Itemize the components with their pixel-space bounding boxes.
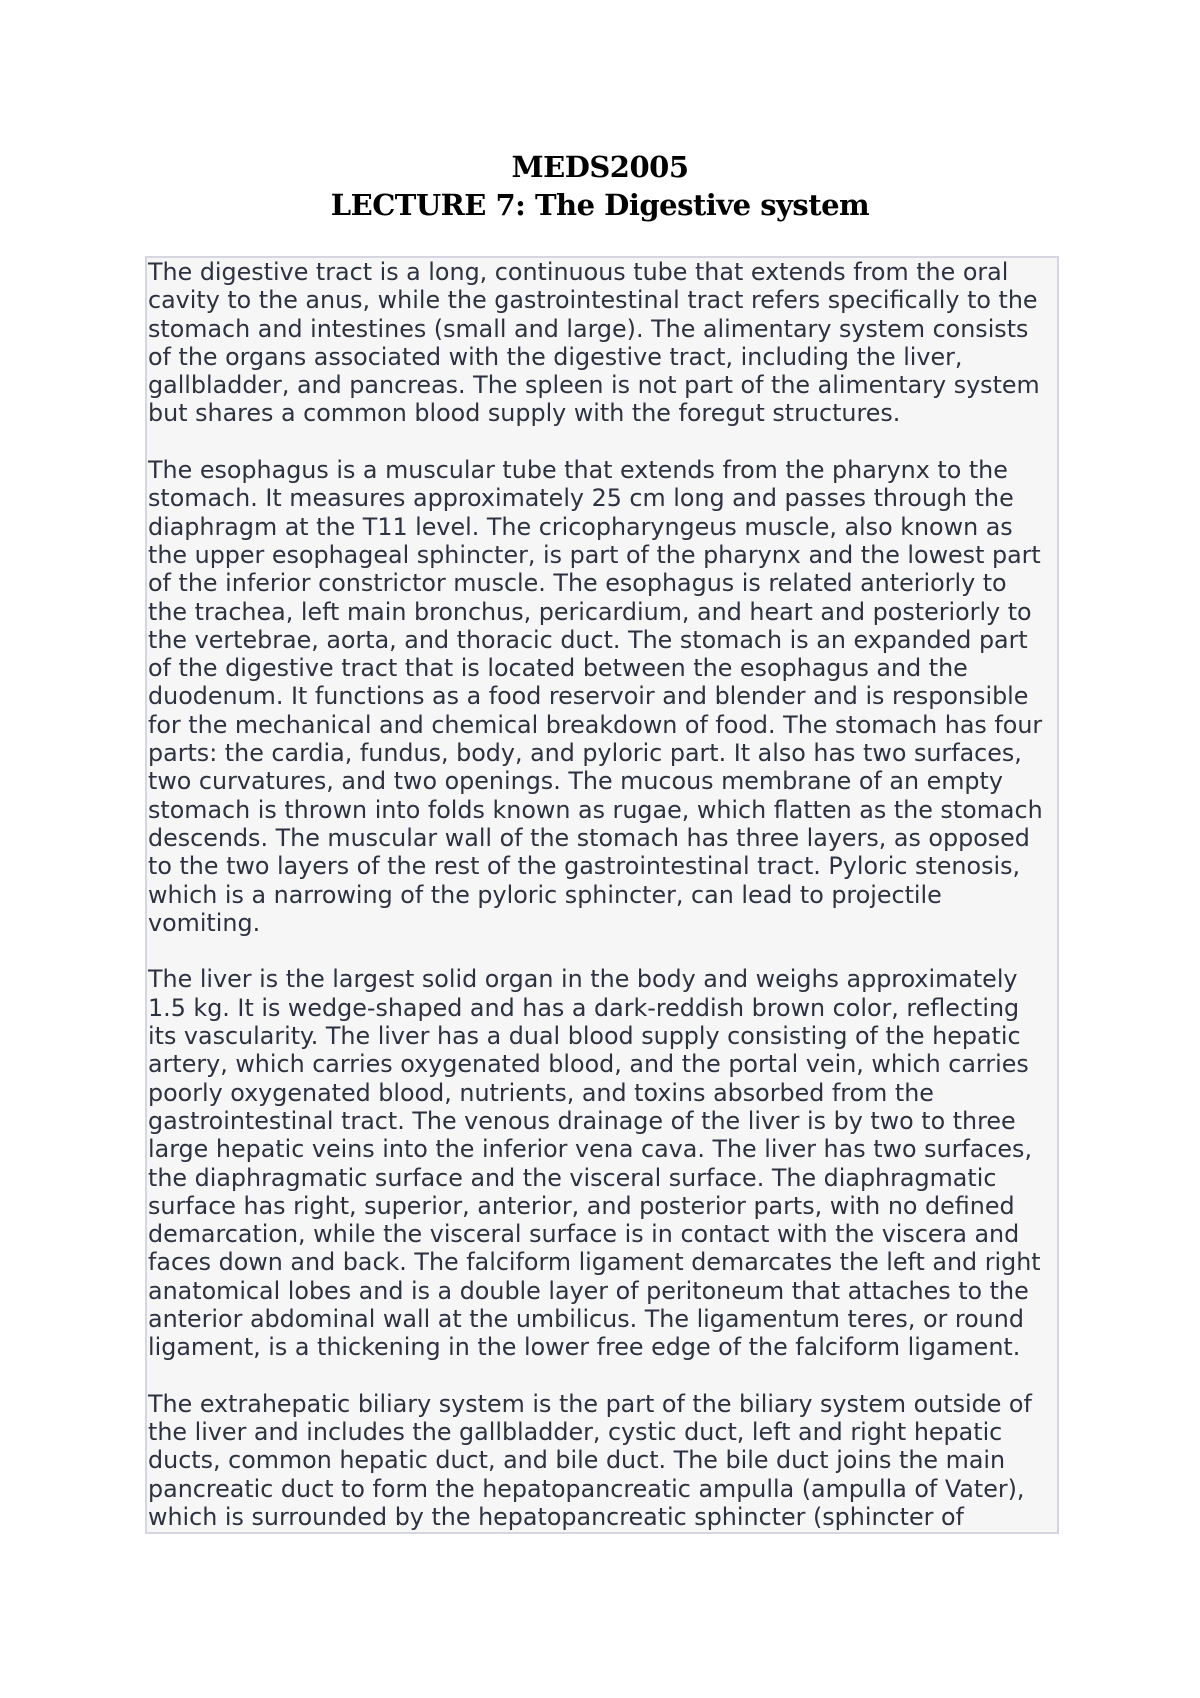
- text-line: large hepatic veins into the inferior vena cava. The liver has two surfaces,: [148, 1135, 1033, 1164]
- paragraph-liver: [148, 965, 1057, 1361]
- text-line: cavity to the anus, while the gastrointestinal tract refers specifically to the: [148, 286, 1038, 315]
- text-line: descends. The muscular wall of the stomach has three layers, as opposed: [148, 823, 1030, 852]
- text-line: but shares a common blood supply with the foregut structures.: [148, 399, 901, 428]
- text-line: stomach and intestines (small and large). The alimentary system consists: [148, 314, 1029, 343]
- course-code: MEDS2005: [511, 150, 689, 184]
- lecture-title: LECTURE 7: The Digestive system: [330, 188, 870, 222]
- text-line: ligament, is a thickening in the lower free edge of the falciform ligament.: [148, 1333, 1021, 1362]
- text-line: the vertebrae, aorta, and thoracic duct. The stomach is an expanded part: [148, 625, 1028, 654]
- text-line: anterior abdominal wall at the umbilicus. The ligamentum teres, or round: [148, 1304, 1024, 1333]
- text-line: duodenum. It functions as a food reservoir and blender and is responsible: [148, 682, 1029, 711]
- text-line: demarcation, while the visceral surface is in contact with the viscera and: [148, 1220, 1020, 1249]
- text-line: diaphragm at the T11 level. The cricopharyngeus muscle, also known as: [148, 512, 1013, 541]
- text-line: its vascularity. The liver has a dual blood supply consisting of the hepatic: [148, 1022, 1021, 1051]
- text-line: poorly oxygenated blood, nutrients, and toxins absorbed from the: [148, 1078, 934, 1107]
- text-line: The digestive tract is a long, continuous tube that extends from the oral: [148, 258, 1009, 286]
- text-line: stomach is thrown into folds known as rugae, which flatten as the stomach: [148, 795, 1043, 824]
- text-line: the liver and includes the gallbladder, cystic duct, left and right hepatic: [148, 1418, 1003, 1447]
- text-line: The esophagus is a muscular tube that extends from the pharynx to the: [148, 456, 1008, 485]
- text-line: artery, which carries oxygenated blood, and the portal vein, which carries: [148, 1050, 1029, 1079]
- text-line: The liver is the largest solid organ in the body and weighs approximately: [148, 965, 1018, 994]
- text-line: the diaphragmatic surface and the visceral surface. The diaphragmatic: [148, 1163, 997, 1192]
- text-line: faces down and back. The falciform ligament demarcates the left and right: [148, 1248, 1041, 1277]
- text-line: which is surrounded by the hepatopancreatic sphincter (sphincter of: [148, 1503, 964, 1532]
- paragraph-biliary-system: [148, 1390, 1057, 1531]
- text-line: surface has right, superior, anterior, and posterior parts, with no defined: [148, 1191, 1015, 1220]
- paragraph-digestive-tract: [148, 258, 1057, 428]
- text-line: of the digestive tract that is located between the esophagus and the: [148, 654, 968, 683]
- text-line: ducts, common hepatic duct, and bile duct. The bile duct joins the main: [148, 1446, 1006, 1475]
- text-line: for the mechanical and chemical breakdown of food. The stomach has four: [148, 710, 1043, 739]
- text-line: stomach. It measures approximately 25 cm long and passes through the: [148, 484, 1014, 513]
- paragraph-esophagus-stomach: [148, 456, 1057, 937]
- text-line: gallbladder, and pancreas. The spleen is not part of the alimentary system: [148, 371, 1040, 400]
- lecture-text-box: [145, 256, 1059, 1534]
- text-line: the trachea, left main bronchus, pericardium, and heart and posteriorly to: [148, 597, 1032, 626]
- text-line: which is a narrowing of the pyloric sphincter, can lead to projectile: [148, 880, 942, 909]
- text-line: The extrahepatic biliary system is the part of the biliary system outside of: [148, 1389, 1032, 1418]
- text-line: pancreatic duct to form the hepatopancreatic ampulla (ampulla of Vater),: [148, 1474, 1025, 1503]
- text-line: parts: the cardia, fundus, body, and pyloric part. It also has two surfaces,: [148, 739, 1022, 768]
- text-line: 1.5 kg. It is wedge-shaped and has a dark-reddish brown color, reflecting: [148, 993, 1020, 1022]
- text-line: gastrointestinal tract. The venous drainage of the liver is by two to three: [148, 1106, 1016, 1135]
- text-line: two curvatures, and two openings. The mucous membrane of an empty: [148, 767, 1003, 796]
- text-line: of the inferior constrictor muscle. The esophagus is related anteriorly to: [148, 569, 1007, 598]
- text-line: anatomical lobes and is a double layer of peritoneum that attaches to the: [148, 1276, 1029, 1305]
- page-header: [0, 148, 1200, 224]
- text-line: of the organs associated with the digestive tract, including the liver,: [148, 342, 963, 371]
- text-line: the upper esophageal sphincter, is part of the pharynx and the lowest part: [148, 540, 1041, 569]
- text-line: vomiting.: [148, 908, 261, 937]
- text-line: to the two layers of the rest of the gastrointestinal tract. Pyloric stenosis,: [148, 852, 1021, 881]
